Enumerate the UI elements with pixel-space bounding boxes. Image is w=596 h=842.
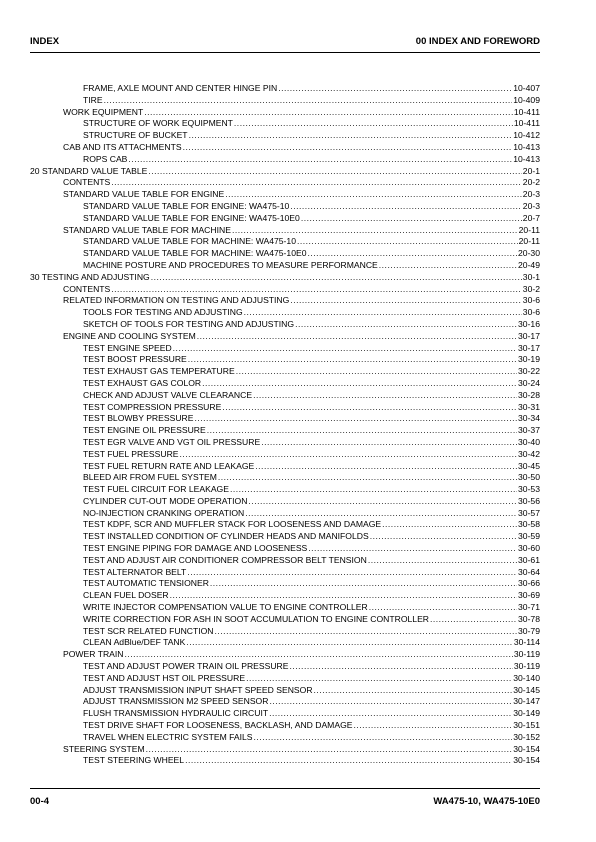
toc-entry[interactable] [30,614,540,626]
table-of-contents [30,83,540,767]
toc-dot-leader [261,437,517,449]
toc-entry-title: TEST AND ADJUST AIR CONDITIONER COMPRESSOR BELT TENSION [83,554,367,565]
toc-entry[interactable] [30,578,540,590]
toc-entry-title: TEST EXHAUST GAS TEMPERATURE [83,366,235,377]
toc-entry-title: STANDARD VALUE TABLE FOR MACHINE: WA475-10 [83,236,296,247]
toc-entry-title: TEST FUEL RETURN RATE AND LEAKAGE [83,460,255,471]
toc-entry-title: STANDARD VALUE TABLE FOR MACHINE: WA475-10E0 [83,248,307,259]
toc-entry-page: 30-154 [513,755,540,766]
toc-entry[interactable] [30,437,540,449]
toc-dot-leader [297,236,518,248]
toc-entry[interactable] [30,166,540,178]
toc-entry[interactable] [30,366,540,378]
toc-entry-page: 10-413 [513,141,540,152]
toc-entry[interactable] [30,248,540,260]
toc-entry-title: WRITE CORRECTION FOR ASH IN SOOT ACCUMULATION TO ENGINE CONTROLLER [83,613,430,624]
toc-entry-title: CLEAN FUEL DOSER [83,590,169,601]
toc-entry[interactable] [30,708,540,720]
toc-dot-leader [368,555,517,567]
toc-entry-page: 30-59 [518,531,540,542]
toc-entry-page: 20-3 [522,189,540,200]
toc-dot-leader [183,142,513,154]
toc-entry-page: 30-147 [513,696,540,707]
toc-dot-leader [207,425,517,437]
toc-entry[interactable] [30,590,540,602]
toc-entry-page: 20-7 [522,212,540,223]
toc-entry-page: 30-40 [518,436,540,447]
toc-entry[interactable] [30,602,540,614]
toc-dot-leader [248,496,517,508]
toc-entry-title: TEST EGR VALVE AND VGT OIL PRESSURE [83,436,261,447]
toc-dot-leader [146,744,513,756]
toc-dot-leader [210,578,517,590]
toc-entry[interactable] [30,295,540,307]
page-header [30,36,540,47]
toc-entry[interactable] [30,744,540,756]
toc-entry[interactable] [30,354,540,366]
toc-dot-leader [222,402,517,414]
toc-dot-leader [173,343,517,355]
toc-entry-page: 30-78 [518,613,540,624]
toc-entry-title: 30 TESTING AND ADJUSTING [30,271,150,282]
toc-dot-leader [236,366,517,378]
toc-dot-leader [290,661,513,673]
toc-entry-page: 10-411 [513,106,540,117]
toc-entry-page: 30-19 [518,354,540,365]
toc-dot-leader [111,284,522,296]
toc-entry-title: WORK EQUIPMENT [63,106,144,117]
toc-entry-page: 30-31 [518,401,540,412]
toc-entry-title: ENGINE AND COOLING SYSTEM [63,330,196,341]
toc-entry[interactable] [30,319,540,331]
toc-dot-leader [225,189,522,201]
toc-entry-title: FLUSH TRANSMISSION HYDRAULIC CIRCUIT [83,708,269,719]
toc-entry-page: 30-71 [518,602,540,613]
toc-entry[interactable] [30,378,540,390]
toc-entry[interactable] [30,201,540,213]
toc-entry-page: 30-28 [518,389,540,400]
toc-entry[interactable] [30,519,540,531]
toc-entry[interactable] [30,142,540,154]
toc-dot-leader [230,484,517,496]
toc-entry[interactable] [30,413,540,425]
toc-dot-leader [180,449,518,461]
toc-entry[interactable] [30,307,540,319]
toc-entry-title: TEST EXHAUST GAS COLOR [83,377,202,388]
toc-entry-title: TEST BLOWBY PRESSURE [83,413,194,424]
toc-entry[interactable] [30,685,540,697]
toc-entry[interactable] [30,425,540,437]
toc-entry[interactable] [30,284,540,296]
toc-entry[interactable] [30,343,540,355]
toc-entry-page: 20-1 [522,165,540,176]
header-chapter-title: 00 INDEX AND FOREWORD [415,36,540,47]
toc-dot-leader [370,531,517,543]
toc-entry-title: FRAME, AXLE MOUNT AND CENTER HINGE PIN [83,83,278,93]
toc-entry-page: 30-53 [518,484,540,495]
toc-entry-title: MACHINE POSTURE AND PROCEDURES TO MEASURE PERFORMANCE [83,259,378,270]
toc-entry[interactable] [30,236,540,248]
toc-entry[interactable] [30,331,540,343]
toc-entry-title: 20 STANDARD VALUE TABLE [30,165,148,176]
toc-entry[interactable] [30,484,540,496]
toc-entry-title: STANDARD VALUE TABLE FOR ENGINE: WA475-10E0 [83,212,300,223]
toc-entry-title: TEST SCR RELATED FUNCTION [83,625,214,636]
toc-entry[interactable] [30,661,540,673]
toc-dot-leader [111,177,522,189]
toc-entry-title: BLEED AIR FROM FUEL SYSTEM [83,472,217,483]
toc-entry-title: CYLINDER CUT-OUT MODE OPERATION [83,495,248,506]
toc-entry-title: TEST STEERING WHEEL [83,755,185,766]
toc-dot-leader [124,649,512,661]
toc-entry-title: TEST AUTOMATIC TENSIONER [83,578,209,589]
toc-entry-page: 30-64 [518,566,540,577]
toc-entry[interactable] [30,508,540,520]
toc-entry[interactable] [30,390,540,402]
toc-entry-title: TEST ENGINE PIPING FOR DAMAGE AND LOOSENESS [83,543,308,554]
toc-entry-title: ADJUST TRANSMISSION M2 SPEED SENSOR [83,696,269,707]
toc-entry-page: 30-140 [513,672,540,683]
toc-entry-title: STANDARD VALUE TABLE FOR ENGINE: WA475-10 [83,200,290,211]
toc-dot-leader [246,673,512,685]
toc-entry[interactable] [30,461,540,473]
toc-entry-page: 30-149 [513,708,540,719]
toc-dot-leader [189,130,513,142]
toc-entry-page: 30-60 [518,543,540,554]
toc-entry-page: 30-56 [518,495,540,506]
toc-entry-page: 30-79 [518,625,540,636]
toc-dot-leader [187,567,517,579]
toc-entry-title: STANDARD VALUE TABLE FOR ENGINE [63,189,225,200]
toc-dot-leader [278,83,512,95]
toc-dot-leader [308,543,517,555]
toc-entry-title: RELATED INFORMATION ON TESTING AND ADJUSTING [63,295,290,306]
toc-entry-title: TEST INSTALLED CONDITION OF CYLINDER HEADS AND MANIFOLDS [83,531,369,542]
toc-entry[interactable] [30,626,540,638]
toc-entry-title: CLEAN AdBlue/DEF TANK [83,637,186,648]
toc-entry[interactable] [30,696,540,708]
toc-dot-leader [186,637,513,649]
toc-entry[interactable] [30,649,540,661]
toc-entry-title: WRITE INJECTOR COMPENSATION VALUE TO ENGINE CONTROLLER [83,602,368,613]
toc-dot-leader [185,755,512,767]
toc-entry[interactable] [30,154,540,166]
toc-entry[interactable] [30,673,540,685]
toc-entry-page: 30-69 [518,590,540,601]
toc-entry-title: CONTENTS [63,177,111,188]
toc-entry-page: 30-22 [518,366,540,377]
footer-rule [30,788,540,789]
toc-dot-leader [255,461,517,473]
toc-entry-page: 30-154 [513,743,540,754]
toc-entry-page: 30-24 [518,377,540,388]
toc-entry-page: 30-57 [518,507,540,518]
toc-entry[interactable] [30,732,540,744]
toc-entry-title: POWER TRAIN [63,649,124,660]
toc-dot-leader [104,95,513,107]
toc-entry-title: SKETCH OF TOOLS FOR TESTING AND ADJUSTING [83,318,295,329]
toc-entry[interactable] [30,755,540,767]
toc-entry-page: 10-409 [513,94,540,105]
toc-entry-page: 30-1 [522,271,540,282]
toc-dot-leader [215,626,518,638]
toc-entry[interactable] [30,213,540,225]
toc-dot-leader [194,413,517,425]
toc-entry-title: TEST FUEL CIRCUIT FOR LEAKAGE [83,484,229,495]
toc-entry[interactable] [30,260,540,272]
toc-entry[interactable] [30,118,540,130]
toc-entry[interactable] [30,83,540,95]
toc-dot-leader [188,354,517,366]
toc-entry-title: TEST KDPF, SCR AND MUFFLER STACK FOR LOOSENESS AND DAMAGE [83,519,382,530]
toc-dot-leader [144,107,513,119]
toc-entry-title: TEST COMPRESSION PRESSURE [83,401,222,412]
toc-dot-leader [430,614,517,626]
toc-dot-leader [295,319,517,331]
toc-entry-title: ADJUST TRANSMISSION INPUT SHAFT SPEED SENSOR [83,684,313,695]
toc-entry-page: 30-6 [522,307,540,318]
toc-entry-page: 30-17 [518,330,540,341]
toc-dot-leader [269,708,512,720]
toc-entry-title: STEERING SYSTEM [63,743,145,754]
toc-dot-leader [254,732,513,744]
toc-entry-page: 10-412 [513,130,540,141]
toc-dot-leader [314,685,513,697]
toc-entry-title: TEST BOOST PRESSURE [83,354,187,365]
toc-entry[interactable] [30,130,540,142]
toc-entry-title: TEST AND ADJUST HST OIL PRESSURE [83,672,246,683]
toc-entry-page: 30-119 [513,661,540,672]
toc-dot-leader [379,260,517,272]
toc-entry-page: 10-413 [513,153,540,164]
toc-entry[interactable] [30,225,540,237]
toc-entry-page: 30-119 [513,649,540,660]
toc-entry-page: 30-114 [513,637,540,648]
model-numbers: WA475-10, WA475-10E0 [433,796,540,807]
page-number: 00-4 [30,796,50,807]
toc-entry-title: STANDARD VALUE TABLE FOR MACHINE [63,224,231,235]
toc-entry-title: CAB AND ITS ATTACHMENTS [63,141,182,152]
toc-entry-title: TEST DRIVE SHAFT FOR LOOSENESS, BACKLASH, AND DAMAGE [83,720,353,731]
toc-entry-page: 20-3 [522,200,540,211]
toc-dot-leader [197,331,517,343]
toc-dot-leader [308,248,518,260]
toc-entry-page: 30-2 [522,283,540,294]
toc-entry-page: 20-11 [518,224,540,235]
toc-entry[interactable] [30,272,540,284]
toc-dot-leader [369,602,517,614]
toc-entry[interactable] [30,567,540,579]
toc-entry-page: 30-152 [513,731,540,742]
toc-entry[interactable] [30,531,540,543]
toc-entry-page: 30-37 [518,425,540,436]
toc-entry-title: STRUCTURE OF BUCKET [83,130,188,141]
toc-entry-page: 30-66 [518,578,540,589]
header-section-label: INDEX [30,36,60,47]
toc-entry-page: 20-11 [518,236,540,247]
toc-entry-title: TEST FUEL PRESSURE [83,448,179,459]
toc-dot-leader [354,720,513,732]
toc-entry-page: 30-58 [518,519,540,530]
toc-entry-page: 30-151 [513,720,540,731]
toc-entry[interactable] [30,637,540,649]
toc-entry-page: 30-45 [518,460,540,471]
toc-entry-title: TEST AND ADJUST POWER TRAIN OIL PRESSURE [83,661,289,672]
toc-entry-page: 30-34 [518,413,540,424]
toc-dot-leader [170,590,517,602]
toc-entry-page: 10-411 [513,118,540,129]
toc-entry-page: 30-145 [513,684,540,695]
toc-entry-page: 30-50 [518,472,540,483]
toc-dot-leader [290,295,521,307]
toc-entry[interactable] [30,496,540,508]
toc-entry-page: 30-16 [518,318,540,329]
toc-entry-page: 30-61 [518,554,540,565]
toc-entry[interactable] [30,543,540,555]
toc-entry-title: TEST ENGINE SPEED [83,342,172,353]
toc-dot-leader [382,519,517,531]
toc-entry[interactable] [30,449,540,461]
toc-dot-leader [234,118,513,130]
toc-dot-leader [148,166,521,178]
toc-entry[interactable] [30,177,540,189]
page-footer [30,796,540,807]
toc-entry-page: 20-2 [522,177,540,188]
toc-entry-title: NO-INJECTION CRANKING OPERATION [83,507,245,518]
toc-entry[interactable] [30,95,540,107]
toc-entry[interactable] [30,107,540,119]
toc-dot-leader [245,508,517,520]
toc-entry-page: 10-407 [513,83,540,93]
toc-entry[interactable] [30,472,540,484]
toc-entry-page: 30-42 [518,448,540,459]
toc-dot-leader [128,154,512,166]
toc-entry-title: TIRE [83,94,103,105]
toc-dot-leader [301,213,522,225]
toc-entry[interactable] [30,189,540,201]
toc-dot-leader [218,472,517,484]
toc-entry[interactable] [30,720,540,732]
toc-entry-title: STRUCTURE OF WORK EQUIPMENT [83,118,233,129]
toc-entry-title: CHECK AND ADJUST VALVE CLEARANCE [83,389,253,400]
toc-entry-title: TOOLS FOR TESTING AND ADJUSTING [83,307,243,318]
toc-entry-title: CONTENTS [63,283,111,294]
toc-dot-leader [151,272,522,284]
toc-entry-title: TEST ENGINE OIL PRESSURE [83,425,206,436]
toc-dot-leader [253,390,517,402]
toc-dot-leader [232,225,518,237]
toc-entry-page: 30-17 [518,342,540,353]
toc-dot-leader [202,378,517,390]
toc-entry[interactable] [30,402,540,414]
toc-entry-title: TEST ALTERNATOR BELT [83,566,187,577]
toc-entry-page: 20-49 [518,259,540,270]
toc-dot-leader [290,201,521,213]
toc-entry-page: 30-6 [522,295,540,306]
toc-dot-leader [244,307,522,319]
toc-dot-leader [269,696,512,708]
toc-entry-page: 20-30 [518,248,540,259]
toc-entry-title: ROPS CAB [83,153,128,164]
header-rule [30,52,540,53]
toc-entry-title: TRAVEL WHEN ELECTRIC SYSTEM FAILS [83,731,253,742]
toc-entry[interactable] [30,555,540,567]
